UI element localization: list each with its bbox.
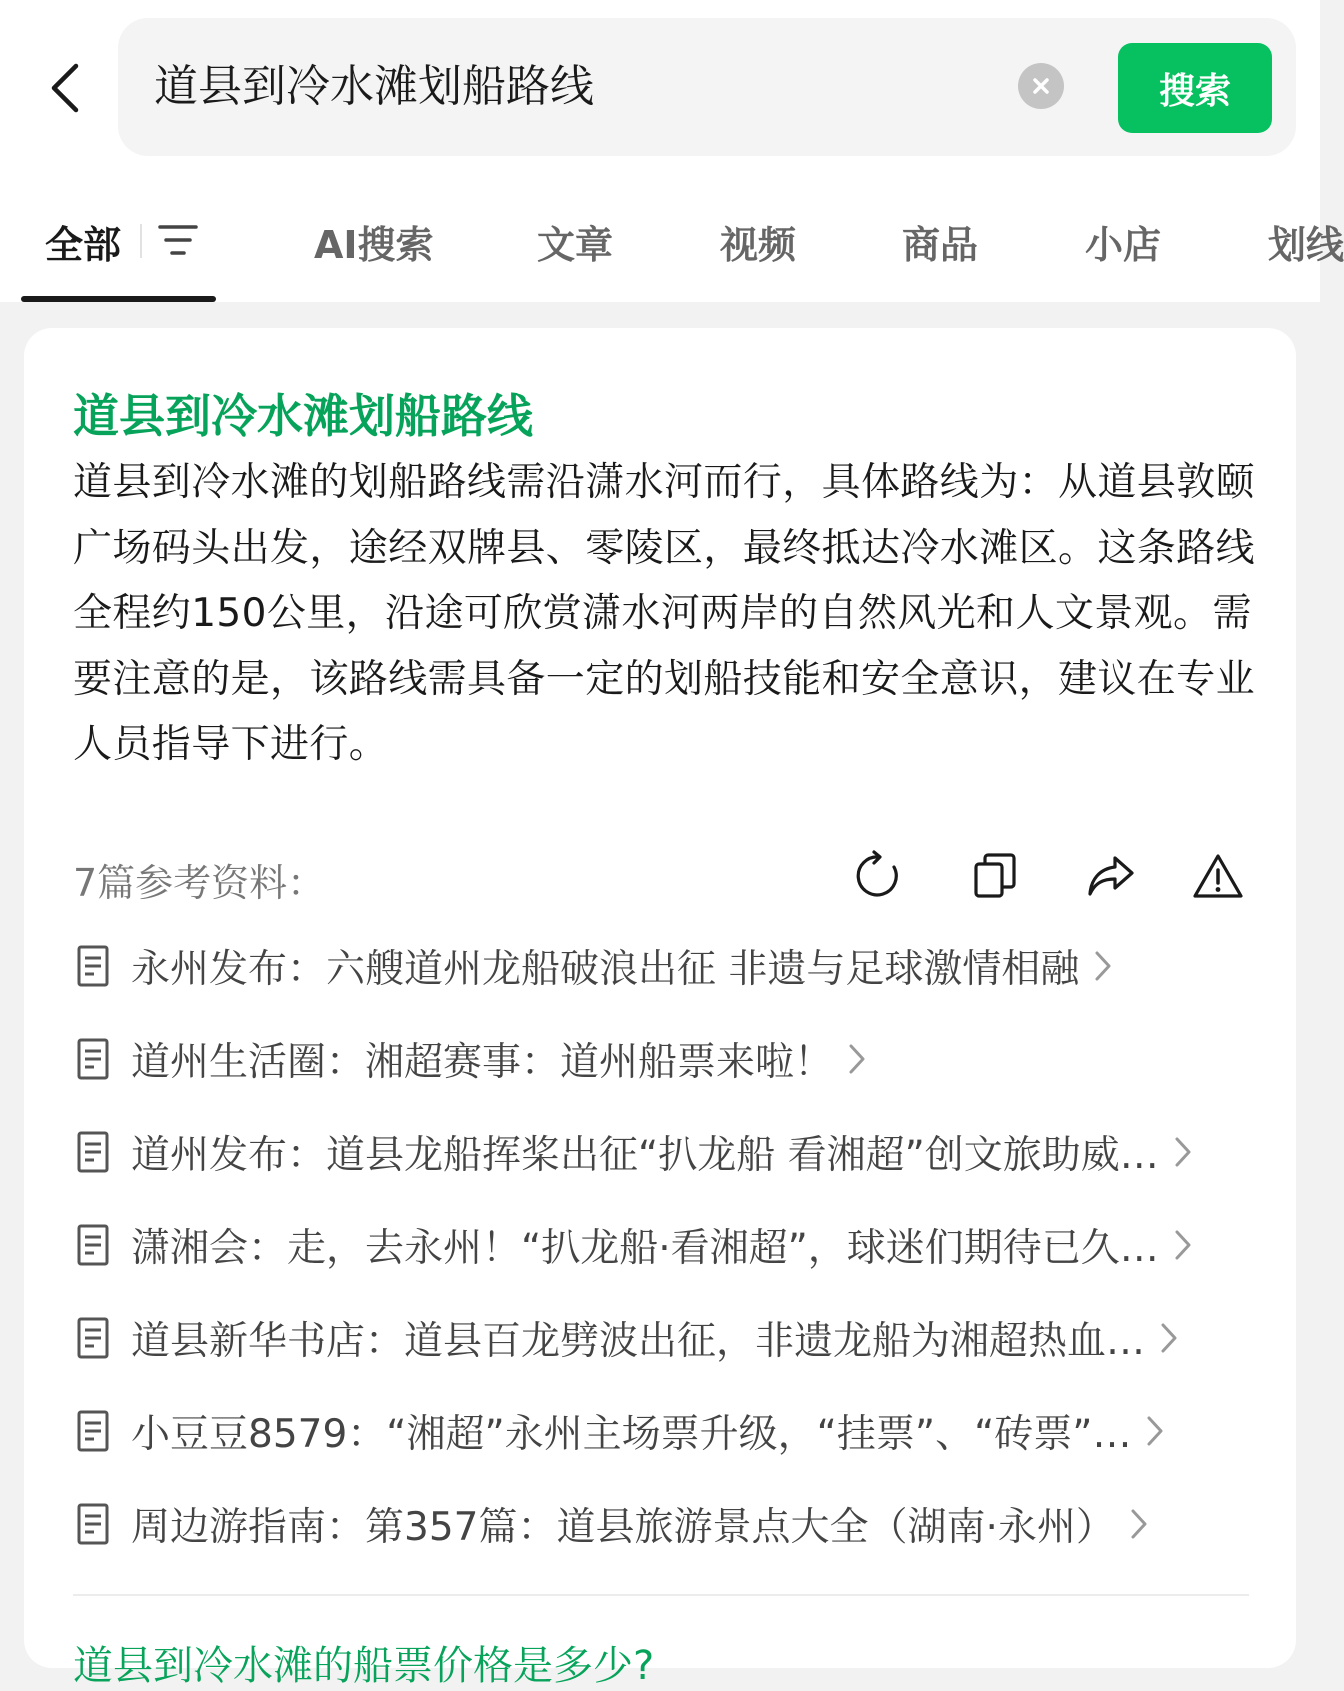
refresh-icon (854, 851, 904, 901)
chevron-right-icon (1173, 1228, 1193, 1262)
report-button[interactable] (1190, 848, 1246, 904)
clear-search-button[interactable] (1018, 63, 1064, 109)
document-icon (73, 943, 113, 989)
search-button[interactable]: 搜索 (1118, 43, 1272, 133)
chevron-right-icon (1145, 1414, 1165, 1448)
active-tab-indicator (21, 296, 216, 302)
reference-title: 周边游指南：第357篇：道县旅游景点大全（湖南·永州） (131, 1505, 1115, 1550)
copy-button[interactable] (967, 848, 1023, 904)
section-divider (73, 1594, 1249, 1596)
tab-bar (0, 196, 1344, 302)
ai-answer-card (24, 328, 1296, 1689)
chevron-right-icon (1093, 949, 1113, 983)
reference-title: 道州发布：道县龙船挥桨出征“扒龙船 看湘超”创文旅助威… (131, 1133, 1159, 1178)
answer-body: 道县到冷水滩的划船路线需沿潇水河而行，具体路线为：从道县敦颐广场码头出发，途经双牌县、零陵区，最终抵达冷水滩区。这条路线全程约150公里，沿途可欣赏潇水河两岸的自然风光和人文景观。需要注意的是，该路线需具备一定的划船技能和安全意识，建议在专业人员指导下进行。 (73, 460, 1256, 767)
reference-title: 永州发布：六艘道州龙船破浪出征 非遗与足球激情相融 (131, 947, 1080, 992)
document-icon (73, 1501, 113, 1547)
tab-divider (140, 224, 142, 258)
refresh-button[interactable] (851, 848, 907, 904)
tab-products[interactable]: 商品 (902, 223, 979, 267)
reference-title: 潇湘会：走，去永州！“扒龙船·看湘超”，球迷们期待已久… (131, 1226, 1159, 1271)
tab-articles[interactable]: 文章 (537, 223, 614, 267)
chevron-right-icon (1129, 1507, 1149, 1541)
chevron-right-icon (1173, 1135, 1193, 1169)
document-icon (73, 1036, 113, 1082)
next-result-title[interactable]: 道县到冷水滩的船票价格是多少? (73, 1643, 655, 1689)
reference-title: 小豆豆8579：“湘超”永州主场票升级，“挂票”、“砖票”… (131, 1412, 1132, 1457)
reference-item[interactable] (73, 920, 1273, 1012)
back-button[interactable] (40, 58, 90, 118)
tab-underline-notes[interactable]: 划线 (1268, 223, 1344, 267)
reference-item[interactable] (73, 1385, 1273, 1477)
document-icon (73, 1315, 113, 1361)
reference-item[interactable] (73, 1013, 1273, 1105)
top-bar (0, 0, 1344, 302)
reference-title: 道县新华书店：道县百龙劈波出征，非遗龙船为湘超热血… (131, 1319, 1146, 1364)
answer-title[interactable]: 道县到冷水滩划船路线 (73, 389, 533, 443)
share-button[interactable] (1083, 848, 1139, 904)
tab-ai-search[interactable]: AI搜索 (314, 223, 434, 267)
chevron-right-icon (1159, 1321, 1179, 1355)
warning-icon (1192, 853, 1244, 899)
copy-icon (973, 852, 1017, 900)
chevron-left-icon (48, 62, 82, 114)
close-icon (1031, 76, 1051, 96)
search-input[interactable]: 道县到冷水滩划船路线 (154, 61, 594, 112)
chevron-right-icon (847, 1042, 867, 1076)
reference-item[interactable] (73, 1478, 1273, 1570)
references-label: 7篇参考资料： (73, 861, 326, 905)
share-icon (1087, 854, 1135, 898)
document-icon (73, 1222, 113, 1268)
reference-item[interactable] (73, 1106, 1273, 1198)
reference-item[interactable] (73, 1199, 1273, 1291)
tab-videos[interactable]: 视频 (720, 223, 797, 267)
filter-icon[interactable] (158, 222, 198, 258)
document-icon (73, 1408, 113, 1454)
document-icon (73, 1129, 113, 1175)
reference-item[interactable] (73, 1292, 1273, 1384)
tab-shops[interactable]: 小店 (1085, 223, 1162, 267)
tab-all[interactable]: 全部 (45, 223, 122, 267)
reference-title: 道州生活圈：湘超赛事：道州船票来啦！ (131, 1040, 834, 1085)
